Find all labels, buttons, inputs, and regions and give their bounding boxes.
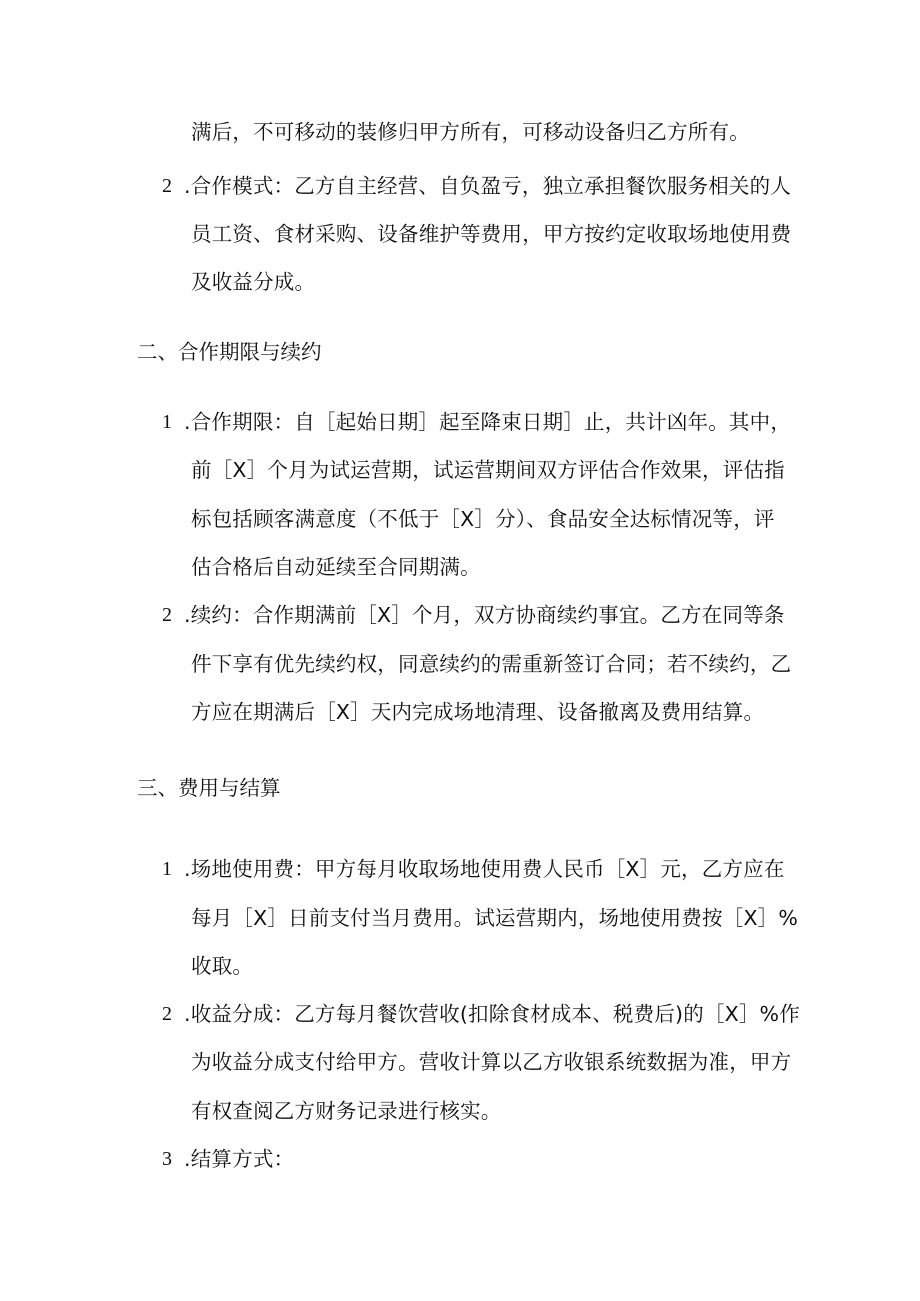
paragraph-line: 收取。 xyxy=(191,954,254,978)
item-number: 2 xyxy=(162,175,172,197)
paragraph-line: 满后，不可移动的装修归甲方所有，可移动设备归乙方所有。 xyxy=(191,120,750,144)
paragraph-line: 有权查阅乙方财务记录进行核实。 xyxy=(191,1099,502,1123)
paragraph-line: 员工资、食材采购、设备维护等费用，甲方按约定收取场地使用费 xyxy=(191,222,792,246)
paragraph-line: 前［X］个月为试运营期，试运营期间双方评估合作效果，评估指 xyxy=(191,458,785,482)
item-number: 2 xyxy=(162,1003,172,1025)
paragraph-line: .合作期限：自［起始日期］起至降束日期］止，共计凶年。其中， xyxy=(184,410,792,434)
paragraph-line: 方应在期满后［X］天内完成场地清理、设备撤离及费用结算。 xyxy=(191,700,765,724)
item-number: 1 xyxy=(162,858,172,880)
paragraph-line: .收益分成：乙方每月餐饮营收(扣除食材成本、税费后)的［X］%作 xyxy=(184,1002,800,1026)
paragraph-line: 每月［X］日前支付当月费用。试运营期内，场地使用费按［X］% xyxy=(191,906,799,930)
paragraph-line: .场地使用费：甲方每月收取场地使用费人民币［X］元，乙方应在 xyxy=(184,857,785,881)
paragraph-line: 估合格后自动延续至合同期满。 xyxy=(191,555,481,579)
paragraph-line: .续约：合作期满前［X］个月，双方协商续约事宜。乙方在同等条 xyxy=(184,603,785,627)
paragraph-line: 为收益分成支付给甲方。营收计算以乙方收银系统数据为准，甲方 xyxy=(191,1050,792,1074)
item-number: 3 xyxy=(162,1148,172,1170)
section-heading: 三、费用与结算 xyxy=(137,776,281,800)
item-number: 1 xyxy=(162,411,172,433)
item-number: 2 xyxy=(162,604,172,626)
paragraph-line: .结算方式： xyxy=(184,1147,295,1171)
paragraph-line: .合作模式：乙方自主经营、自负盈亏，独立承担餐饮服务相关的人 xyxy=(184,174,792,198)
paragraph-line: 件下享有优先续约权，同意续约的需重新签订合同；若不续约，乙 xyxy=(191,652,792,676)
paragraph-line: 标包括顾客满意度（不低于［X］分）、食品安全达标情况等，评 xyxy=(191,507,775,531)
section-heading: 二、合作期限与续约 xyxy=(137,340,322,364)
paragraph-line: 及收益分成。 xyxy=(191,270,316,294)
